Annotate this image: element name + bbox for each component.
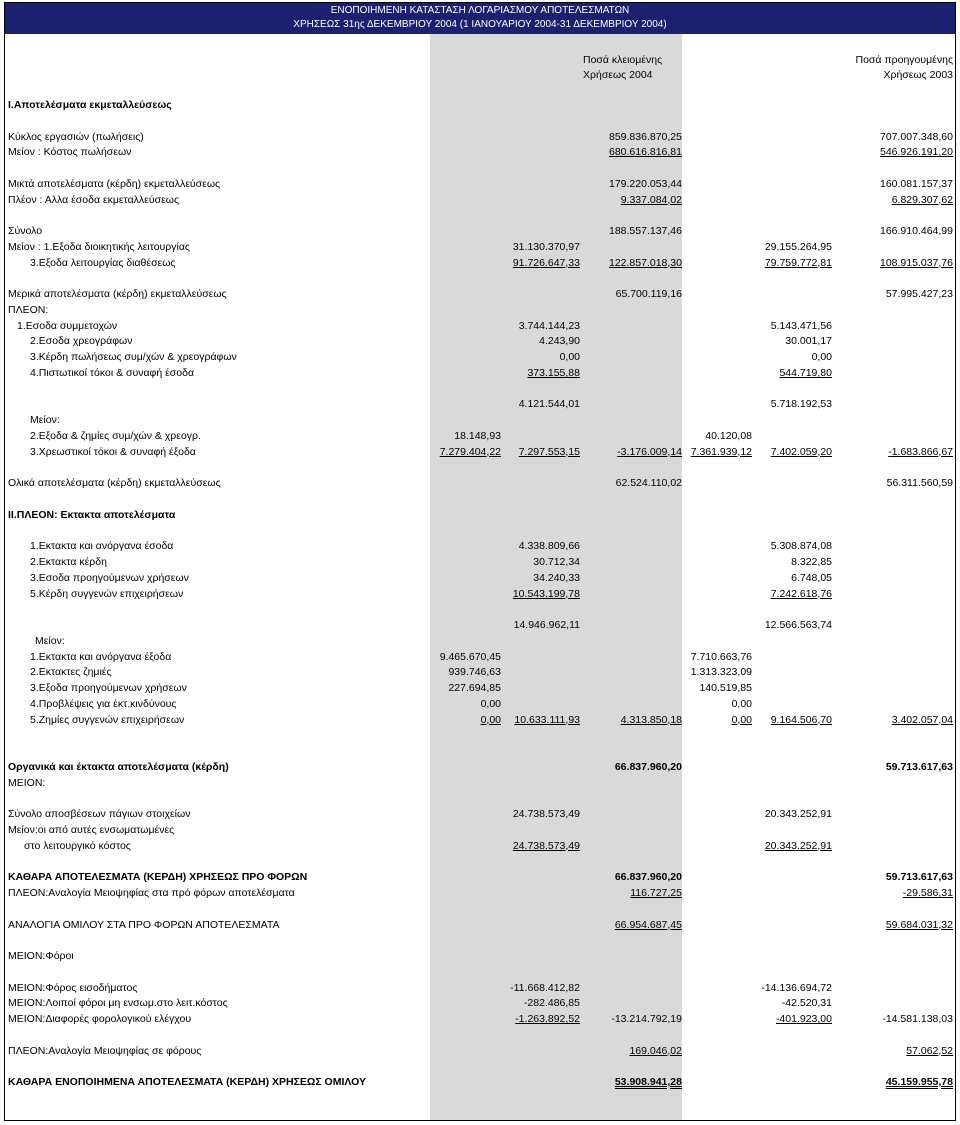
amount-2003-col3: 45.159.955,78 [885,1076,953,1089]
amount-2003-col2: 30.001,17 [785,335,832,348]
amount-2003-col3: 160.081.157,37 [880,177,953,190]
line-item-label: ΜΕΙΟΝ: [8,776,46,789]
line-item-label: ΜΕΙΟΝ:Φόρος εισοδήματος [8,981,138,994]
line-item-label: 3.Εσοδα προηγούμενων χρήσεων [30,571,189,584]
section-heading-row [0,97,960,113]
net-result-row [0,1074,960,1090]
amount-2003-col2: 5.143.471,56 [770,319,832,332]
amount-2004-col2: 24.738.573,49 [512,808,580,821]
amount-2004-col2: 24.738.573,49 [512,839,580,852]
line-item-label: ΜΕΙΟΝ:Φόροι [8,950,74,963]
amount-2003-col3: 59.713.617,63 [885,871,953,884]
line-item-label: Πλέον : Αλλα έσοδα εκμεταλλεύσεως [8,193,180,206]
amount-2004-col2: 10.543.199,78 [512,587,580,600]
statement-row [0,759,960,775]
statement-row [0,286,960,302]
amount-2003-col2: -401.923,00 [775,1013,832,1026]
current-year-header-line1: Ποσά κλειομένης [583,54,663,66]
amount-2003-col2: 7.242.618,76 [770,587,832,600]
line-item-label: 2.Εκτακτες ζημιές [30,666,112,679]
line-item-label: 2.Εκτακτα κέρδη [30,556,107,569]
amount-2004-col3: 66.837.960,20 [614,871,682,884]
statement-row [0,302,960,318]
previous-year-header-line1: Ποσά προηγουμένης [855,54,953,66]
statement-row [0,554,960,570]
amount-2003-col2: 6.748,05 [791,571,832,584]
statement-row [0,633,960,649]
line-item-label: Οργανικά και έκτακτα αποτελέσματα (κέρδη) [8,760,229,773]
amount-2004-col3: 65.700.119,16 [615,288,682,301]
amount-2003-col2: 9.164.506,70 [770,713,832,726]
amount-2004-col3: -3.176.009,14 [617,445,682,458]
line-item-label: ΚΑΘΑΡΑ ΑΠΟΤΕΛΕΣΜΑΤΑ (ΚΕΡΔΗ) ΧΡΗΣΕΩΣ ΠΡΟ ΦΟΡΩΝ [8,871,308,884]
statement-row [0,255,960,271]
amount-2004-col2: 34.240,33 [533,571,580,584]
amount-2004-col2: -282.486,85 [523,997,580,1010]
amount-2003-col3: 57.995.427,23 [885,288,953,301]
amount-2004-col3: 62.524.110,02 [615,477,682,490]
amount-2003-col2: 544.719,80 [779,366,832,379]
statement-row [0,712,960,728]
amount-2004-col2: 31.130.370,97 [512,240,580,253]
line-item-label: Μείον : 1.Εξοδα διοικητικής λειτουργίας [8,240,190,253]
subtotal-row [0,617,960,633]
statement-row [0,365,960,381]
amount-2003-col3: 6.829.307,62 [891,193,953,206]
report-period: ΧΡΗΣΕΩΣ 31ης ΔΕΚΕΜΒΡΙΟΥ 2004 (1 ΙΑΝΟΥΑΡΙΟΥ 2004-31 ΔΕΚΕΜΒΡΙΟΥ 2004) [293,19,667,30]
line-item-label: Μερικά αποτελέσματα (κέρδη) εκμεταλλεύσεως [8,288,227,301]
line-item-label: 1.Εσοδα συμμετοχών [17,319,118,332]
line-item-label: 3.Κέρδη πωλήσεως συμ/χών & χρεογράφων [30,351,237,364]
statement-row [0,318,960,334]
statement-row [0,838,960,854]
amount-2004-col1: 227.694,85 [448,682,501,695]
line-item-label: ΜΕΙΟΝ:Λοιποί φόροι μη ενσωμ.στο λειτ.κόστος [8,997,228,1010]
amount-2003-col2: -14.136.694,72 [761,981,832,994]
line-item-label: 3.Εξοδα προηγούμενων χρήσεων [30,682,187,695]
amount-2003-col1: 1.313.323,09 [690,666,752,679]
section-heading: II.ΠΛΕΟΝ: Εκτακτα αποτελέσματα [8,508,176,521]
statement-row [0,980,960,996]
amount-2003-col2: 5.718.192,53 [770,398,832,411]
amount-2004-col3: 680.616.816,81 [609,146,682,159]
amount-2004-col2: 4.243,90 [539,335,580,348]
line-item-label: ΑΝΑΛΟΓΙΑ ΟΜΙΛΟΥ ΣΤΑ ΠΡΟ ΦΟΡΩΝ ΑΠΟΤΕΛΕΣΜΑΤΑ [8,918,280,931]
amount-2003-col3: 59.713.617,63 [885,760,953,773]
statement-row [0,412,960,428]
amount-2003-col3: -14.581.138,03 [882,1013,953,1026]
line-item-label: Μείον : Κόστος πωλήσεων [8,146,132,159]
amount-2004-col3: 169.046,02 [629,1044,682,1057]
line-item-label: 3.Χρεωστικοί τόκοι & συναφή έξοδα [30,445,196,458]
amount-2004-col2: 91.726.647,33 [512,256,580,269]
amount-2003-col2: 20.343.252,91 [764,839,832,852]
line-item-label: Κύκλος εργασιών (πωλήσεις) [8,130,144,143]
statement-row [0,885,960,901]
statement-row [0,444,960,460]
amount-2003-col3: 546.926.191,20 [880,146,953,159]
line-item-label: Μικτά αποτελέσματα (κέρδη) εκμεταλλεύσεως [8,177,221,190]
statement-row [0,775,960,791]
amount-2003-col1: 7.361.939,12 [690,445,752,458]
amount-2004-col1: 18.148,93 [454,429,501,442]
line-item-label: 3.Εξοδα λειτουργίας διαθέσεως [30,256,176,269]
statement-row [0,995,960,1011]
statement-row [0,333,960,349]
statement-row [0,570,960,586]
line-item-label: ΠΛΕΟΝ:Αναλογία Μειοψηφίας σε φόρους [8,1044,202,1057]
section-heading: I.Αποτελέσματα εκμεταλλεύσεως [8,99,172,111]
statement-row [0,649,960,665]
amount-2003-col1: 40.120,08 [705,429,752,442]
statement-row [0,664,960,680]
line-item-label: Μείον:οι από αυτές ενσωματωμένες [8,823,175,836]
amount-2004-col3: 4.313.850,18 [620,713,682,726]
statement-row [0,428,960,444]
line-item-label: 2.Εξοδα & ζημίες συμ/χών & χρεογρ. [30,429,201,442]
line-item-label: ΚΑΘΑΡΑ ΕΝΟΠΟΙΗΜΕΝΑ ΑΠΟΤΕΛΕΣΜΑΤΑ (ΚΕΡΔΗ) ΧΡΗΣΕΩΣ ΟΜΙΛΟΥ [8,1076,366,1089]
amount-2004-col2: 7.297.553,15 [518,445,580,458]
subtotal-row [0,396,960,412]
line-item-label: Μείον: [30,414,60,427]
amount-2004-col2: 3.744.144,23 [518,319,580,332]
amount-2004-col2: 4.338.809,66 [518,540,580,553]
amount-2004-col3: 66.837.960,20 [614,760,682,773]
statement-row [0,586,960,602]
statement-row [0,129,960,145]
line-item-label: ΠΛΕΟΝ:Αναλογία Μειοψηφίας στα πρό φόρων αποτελέσματα [8,887,295,899]
current-year-header-line2: Χρήσεως 2004 [583,69,653,81]
statement-row [0,869,960,885]
statement-row [0,1043,960,1059]
amount-2004-col1: 0,00 [480,697,501,710]
amount-2003-col3: -29.586,31 [902,887,953,899]
line-item-label: Σύνολο αποσβέσεων πάγιων στοιχείων [8,808,191,821]
amount-2003-col2: 5.308.874,08 [770,540,832,553]
amount-2004-col3: 188.557.137,46 [609,225,682,238]
line-item-label: 4.Πιστωτικοί τόκοι & συναφή έσοδα [30,366,195,379]
line-item-label: 4.Προβλέψεις για έκτ.κινδύνους [30,697,177,710]
statement-row [0,144,960,160]
report-header-band [5,3,955,34]
amount-2004-col1: 0,00 [480,713,501,726]
statement-row [0,696,960,712]
statement-row [0,538,960,554]
amount-2004-col3: 53.908.941,28 [614,1076,682,1089]
amount-2004-col3: 9.337.084,02 [620,193,682,206]
amount-2003-col2: 8.322,85 [791,556,832,569]
statement-row [0,1011,960,1027]
amount-2003-col3: 57.062,52 [906,1044,953,1057]
amount-2003-col3: 108.915.037,76 [880,256,953,269]
statement-row [0,176,960,192]
amount-2004-col3: 859.836.870,25 [609,130,682,143]
statement-row [0,822,960,838]
statement-row [0,948,960,964]
line-item-label: 2.Εσοδα χρεογράφων [30,335,133,348]
statement-row [0,475,960,491]
amount-2004-col3: 66.954.687,45 [614,918,682,931]
amount-2003-col3: 56.311.560,59 [886,477,953,490]
amount-2003-col2: 12.566.563,74 [764,619,832,632]
amount-2003-col1: 0,00 [731,713,752,726]
line-item-label: Ολικά αποτελέσματα (κέρδη) εκμεταλλεύσεως [8,477,221,490]
line-item-label: 5.Κέρδη συγγενών επιχειρήσεων [30,587,184,600]
amount-2004-col2: 14.946.962,11 [513,619,580,632]
amount-2004-col3: 122.857.018,30 [609,256,682,269]
line-item-label: ΜΕΙΟΝ:Διαφορές φορολογικού ελέγχου [8,1013,192,1026]
statement-row [0,223,960,239]
amount-2003-col2: -42.520,31 [781,997,832,1010]
amount-2004-col2: -1.263.892,52 [515,1013,580,1026]
amount-2003-col3: 3.402.057,04 [891,713,953,726]
line-item-label: 5.Ζημίες συγγενών επιχειρήσεων [30,713,185,726]
amount-2003-col2: 20.343.252,91 [764,808,832,821]
statement-row [0,192,960,208]
amount-2004-col3: 179.220.053,44 [609,177,682,190]
amount-2004-col2: 30.712,34 [533,556,580,569]
line-item-label: 1.Εκτακτα και ανόργανα έξοδα [30,650,172,663]
amount-2003-col1: 140.519,85 [699,682,752,695]
amount-2003-col3: 707.007.348,60 [880,130,953,143]
amount-2003-col2: 79.759.772,81 [764,256,832,269]
amount-2004-col3: -13.214.792,19 [611,1013,682,1026]
amount-2003-col2: 29.155.264,95 [764,240,832,253]
amount-2003-col1: 7.710.663,76 [690,650,752,663]
amount-2003-col3: 166.910.464,99 [880,225,953,238]
amount-2004-col2: -11.668.412,82 [510,981,580,994]
amount-2004-col1: 7.279.404,22 [439,445,501,458]
statement-row [0,680,960,696]
amount-2003-col3: -1.683.866,67 [888,445,953,458]
amount-2004-col3: 116.727,25 [630,887,682,899]
amount-2004-col1: 9.465.670,45 [439,650,501,663]
statement-row [0,239,960,255]
previous-year-header-line2: Χρήσεως 2003 [883,69,953,81]
line-item-label: Σύνολο [8,225,43,238]
report-title: ΕΝΟΠΟΙΗΜΕΝΗ ΚΑΤΑΣΤΑΣΗ ΛΟΓΑΡΙΑΣΜΟΥ ΑΠΟΤΕΛΕΣΜΑΤΩΝ [330,5,630,16]
amount-2003-col2: 7.402.059,20 [770,445,832,458]
amount-2004-col2: 373.155,88 [527,366,580,379]
amount-2003-col3: 59.684.031,32 [885,918,953,931]
line-item-label: στο λειτουργικό κόστος [24,839,131,852]
statement-row [0,349,960,365]
section-heading-row [0,507,960,523]
amount-2004-col2: 4.121.544,01 [518,398,580,411]
line-item-label: 1.Εκτακτα και ανόργανα έσοδα [30,540,174,553]
amount-2003-col1: 0,00 [731,697,752,710]
line-item-label: Μείον: [35,634,65,647]
line-item-label: ΠΛΕΟΝ: [8,303,49,316]
amount-2003-col2: 0,00 [811,351,832,364]
amount-2004-col2: 0,00 [559,351,580,364]
amount-2004-col2: 10.633.111,93 [514,713,580,726]
statement-row [0,917,960,933]
statement-row [0,806,960,822]
amount-2004-col1: 939.746,63 [448,666,501,679]
